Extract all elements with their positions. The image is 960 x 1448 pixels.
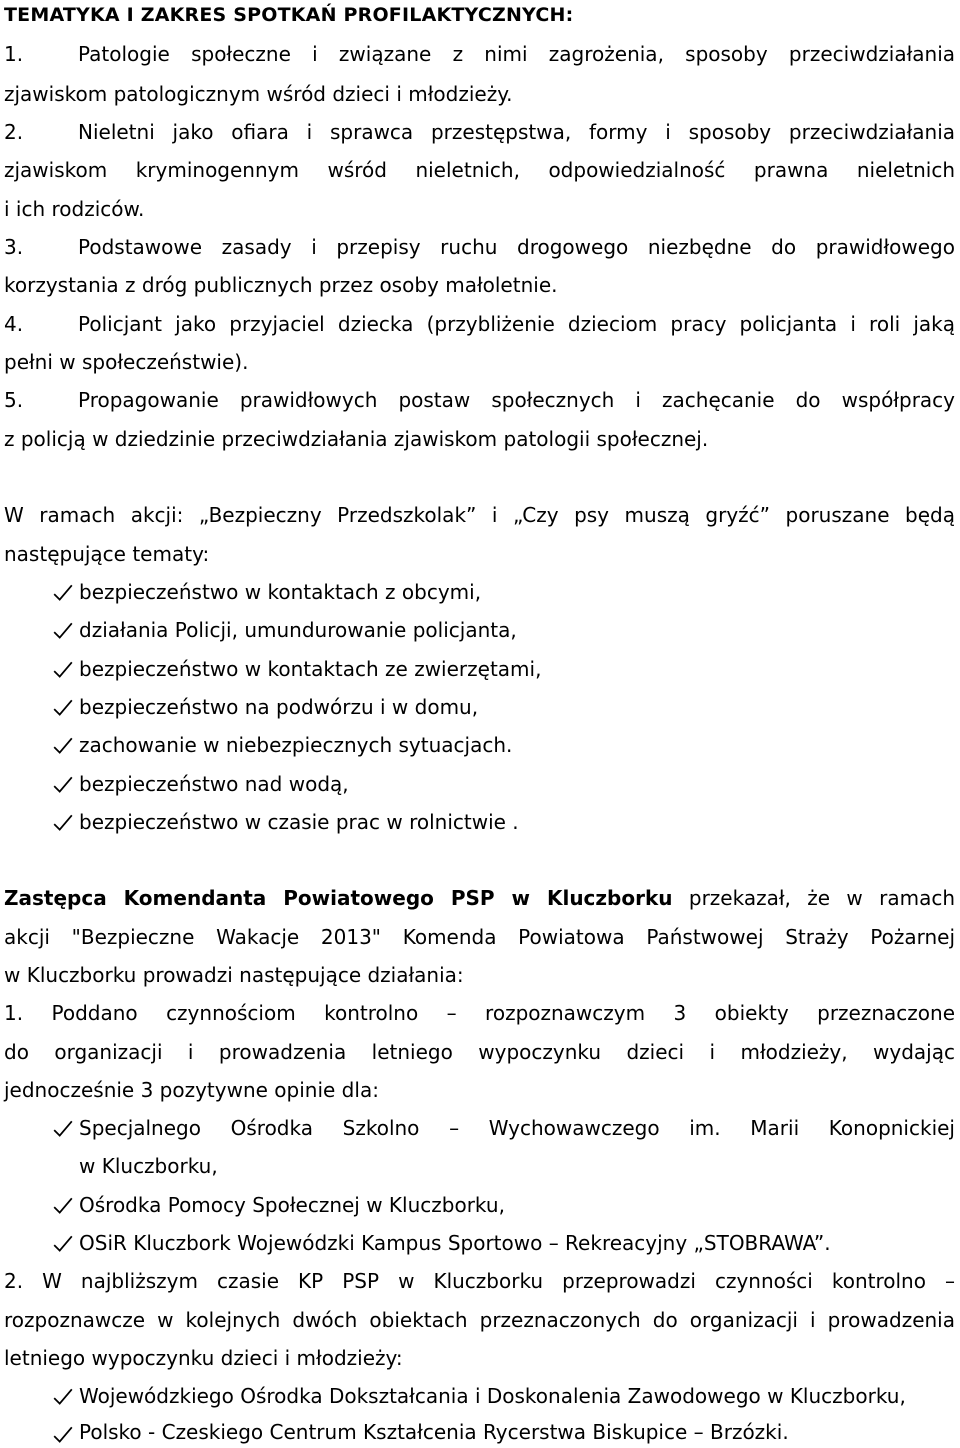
psp-official-title: Zastępca Komendanta Powiatowego PSP w Kluczborku: [4, 886, 673, 910]
psp-item-2-line-2: rozpoznawcze w kolejnych dwóch obiektach przeznaczonych do organizacji i prowadzenia: [4, 1308, 955, 1332]
check-icon: [52, 697, 74, 719]
check-icon: [52, 1424, 74, 1446]
topic-3-line-2: korzystania z dróg publicznych przez osoby małoletnie.: [4, 273, 558, 297]
actions-intro-line-2: następujące tematy:: [4, 542, 210, 566]
check-icon: [52, 1195, 74, 1217]
topic-2-line-1: [4, 118, 955, 146]
topic-2-line-2: zjawiskom kryminogennym wśród nieletnich, odpowiedzialność prawna nieletnich: [4, 158, 955, 182]
topic-text: Patologie społeczne i związane z nimi zagrożenia, sposoby przeciwdziałania: [78, 42, 955, 66]
list-item: Specjalnego Ośrodka Szkolno – Wychowawczego im. Marii Konopnickiej: [79, 1116, 955, 1140]
list-item: zachowanie w niebezpiecznych sytuacjach.: [79, 733, 513, 757]
topic-2-line-3: i ich rodziców.: [4, 197, 145, 221]
topic-4-line-1: [4, 310, 955, 338]
psp-item-1-line-2: do organizacji i prowadzenia letniego wypoczynku dzieci i młodzieży, wydając: [4, 1040, 955, 1064]
topic-1-line-2: zjawiskom patologicznym wśród dzieci i młodzieży.: [4, 82, 513, 106]
topic-5-line-2: z policją w dziedzinie przeciwdziałania zjawiskom patologii społecznej.: [4, 427, 709, 451]
list-item: działania Policji, umundurowanie policjanta,: [79, 618, 517, 642]
check-icon: [52, 582, 74, 604]
list-item: bezpieczeństwo w czasie prac w rolnictwie .: [79, 810, 519, 834]
psp-line-1: [4, 884, 955, 912]
section-heading: TEMATYKA I ZAKRES SPOTKAŃ PROFILAKTYCZNYCH:: [4, 4, 574, 26]
list-item-continuation: w Kluczborku,: [79, 1154, 218, 1178]
psp-item-1-line-3: jednocześnie 3 pozytywne opinie dla:: [4, 1078, 379, 1102]
topic-3-line-1: [4, 233, 955, 261]
topic-text: Nieletni jako ofiara i sprawca przestępstwa, formy i sposoby przeciwdziałania: [78, 120, 955, 144]
topic-4-line-2: pełni w społeczeństwie).: [4, 350, 249, 374]
topic-number: 1.: [4, 42, 24, 66]
psp-line-3: w Kluczborku prowadzi następujące działania:: [4, 963, 464, 987]
topic-text: Podstawowe zasady i przepisy ruchu drogowego niezbędne do prawidłowego: [78, 235, 955, 259]
psp-item-1-line-1: 1. Poddano czynnościom kontrolno – rozpoznawczym 3 obiekty przeznaczone: [4, 1001, 955, 1025]
list-item: Ośrodka Pomocy Społecznej w Kluczborku,: [79, 1193, 505, 1217]
topic-5-line-1: [4, 386, 955, 414]
list-item: bezpieczeństwo w kontaktach ze zwierzętami,: [79, 657, 542, 681]
psp-line-1-rest: przekazał, że w ramach: [688, 886, 955, 910]
check-icon: [52, 1118, 74, 1140]
list-item: OSiR Kluczbork Wojewódzki Kampus Sportowo – Rekreacyjny „STOBRAWA”.: [79, 1231, 831, 1255]
topic-1-line-1: [4, 40, 955, 68]
list-item: Polsko - Czeskiego Centrum Kształcenia Rycerstwa Biskupice – Brzózki.: [79, 1420, 789, 1444]
topic-text: Policjant jako przyjaciel dziecka (przybliżenie dzieciom pracy policjanta i roli jaką: [78, 312, 955, 336]
check-icon: [52, 735, 74, 757]
check-icon: [52, 774, 74, 796]
topic-number: 3.: [4, 235, 24, 259]
check-icon: [52, 812, 74, 834]
topic-number: 5.: [4, 388, 24, 412]
check-icon: [52, 659, 74, 681]
topic-text: Propagowanie prawidłowych postaw społecznych i zachęcanie do współpracy: [78, 388, 955, 412]
list-item: bezpieczeństwo w kontaktach z obcymi,: [79, 580, 482, 604]
check-icon: [52, 620, 74, 642]
psp-item-2-line-1: 2. W najbliższym czasie KP PSP w Kluczborku przeprowadzi czynności kontrolno –: [4, 1269, 955, 1293]
list-item: bezpieczeństwo nad wodą,: [79, 772, 349, 796]
check-icon: [52, 1233, 74, 1255]
psp-item-2-line-3: letniego wypoczynku dzieci i młodzieży:: [4, 1346, 403, 1370]
topic-number: 2.: [4, 120, 24, 144]
actions-intro-line-1: W ramach akcji: „Bezpieczny Przedszkolak” i „Czy psy muszą gryźć” poruszane będą: [4, 503, 955, 527]
psp-line-2: akcji "Bezpieczne Wakacje 2013" Komenda Powiatowa Państwowej Straży Pożarnej: [4, 925, 955, 949]
list-item: Wojewódzkiego Ośrodka Dokształcania i Doskonalenia Zawodowego w Kluczborku,: [79, 1384, 906, 1408]
list-item: bezpieczeństwo na podwórzu i w domu,: [79, 695, 479, 719]
check-icon: [52, 1386, 74, 1408]
topic-number: 4.: [4, 312, 24, 336]
